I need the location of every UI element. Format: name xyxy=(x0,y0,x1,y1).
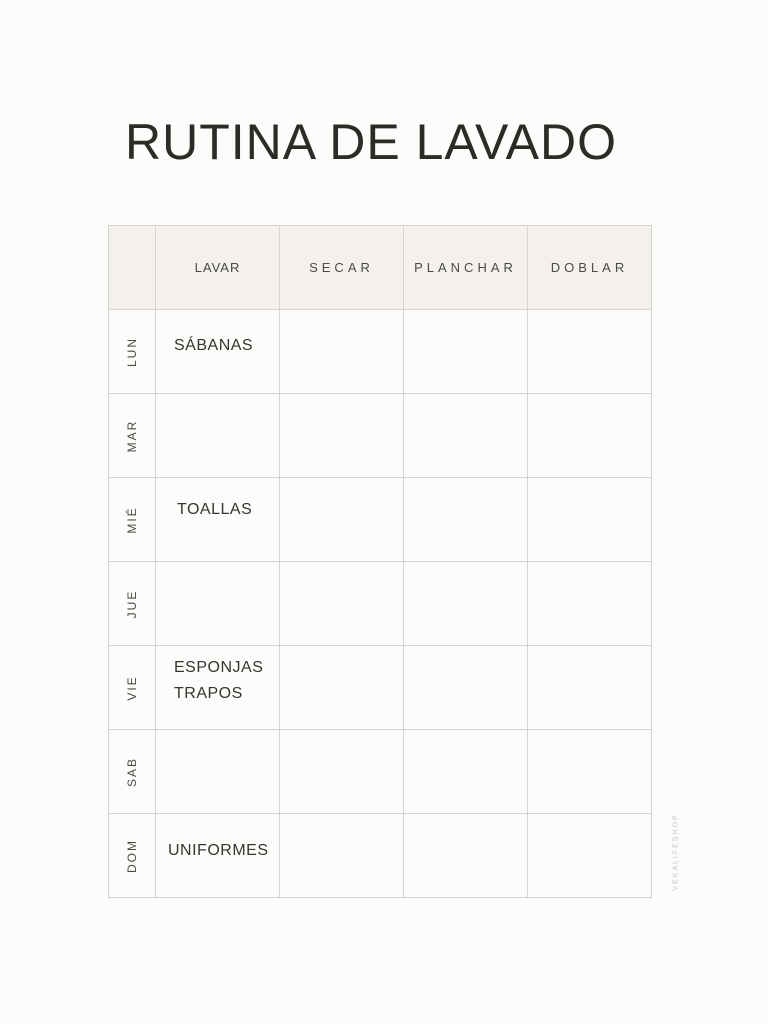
day-label-mar: MAR xyxy=(125,419,139,452)
day-cell xyxy=(109,478,156,562)
corner-cell xyxy=(109,226,156,310)
planchar-cell[interactable] xyxy=(404,730,528,814)
day-cell xyxy=(109,730,156,814)
day-label-vie: VIE xyxy=(125,674,139,701)
day-cell xyxy=(109,310,156,394)
doblar-cell[interactable] xyxy=(528,478,652,562)
doblar-cell[interactable] xyxy=(528,562,652,646)
day-label-mie: MIÉ xyxy=(125,505,139,534)
lavar-cell[interactable] xyxy=(156,394,280,478)
task-item: UNIFORMES xyxy=(168,841,269,859)
day-cell xyxy=(109,562,156,646)
secar-cell[interactable] xyxy=(280,478,404,562)
planchar-cell[interactable] xyxy=(404,646,528,730)
day-label-jue: JUE xyxy=(125,589,139,618)
column-header-doblar: DOBLAR xyxy=(528,226,652,310)
task-item: TRAPOS xyxy=(174,684,243,702)
task-item: TOALLAS xyxy=(177,500,253,518)
day-cell xyxy=(109,814,156,898)
planchar-cell[interactable] xyxy=(404,814,528,898)
day-label-lun: LUN xyxy=(125,336,139,367)
doblar-cell[interactable] xyxy=(528,730,652,814)
table-row xyxy=(109,562,652,646)
table-row xyxy=(109,730,652,814)
page-title: RUTINA DE LAVADO xyxy=(124,114,618,170)
day-label-dom: DOM xyxy=(125,838,139,873)
secar-cell[interactable] xyxy=(280,310,404,394)
column-header-planchar: PLANCHAR xyxy=(404,226,528,310)
secar-cell[interactable] xyxy=(280,562,404,646)
table-row xyxy=(109,394,652,478)
lavar-cell[interactable] xyxy=(156,562,280,646)
task-item: ESPONJAS xyxy=(174,658,264,676)
lavar-cell[interactable] xyxy=(156,814,280,898)
day-cell xyxy=(109,646,156,730)
secar-cell[interactable] xyxy=(280,394,404,478)
secar-cell[interactable] xyxy=(280,646,404,730)
doblar-cell[interactable] xyxy=(528,394,652,478)
table-row xyxy=(109,646,652,730)
lavar-cell[interactable] xyxy=(156,646,280,730)
table-row xyxy=(109,814,652,898)
day-label-sab: SAB xyxy=(125,756,139,787)
table-row xyxy=(109,310,652,394)
planchar-cell[interactable] xyxy=(404,562,528,646)
secar-cell[interactable] xyxy=(280,730,404,814)
header-row xyxy=(109,226,652,310)
lavar-cell[interactable] xyxy=(156,310,280,394)
doblar-cell[interactable] xyxy=(528,646,652,730)
planchar-cell[interactable] xyxy=(404,478,528,562)
planchar-cell[interactable] xyxy=(404,394,528,478)
column-header-secar: SECAR xyxy=(280,226,404,310)
lavar-cell[interactable] xyxy=(156,478,280,562)
column-header-lavar: LAVAR xyxy=(156,226,280,310)
day-cell xyxy=(109,394,156,478)
task-item: SÁBANAS xyxy=(174,336,254,354)
secar-cell[interactable] xyxy=(280,814,404,898)
brand-watermark: VEKALIFESHOP xyxy=(672,813,680,891)
doblar-cell[interactable] xyxy=(528,814,652,898)
lavar-cell[interactable] xyxy=(156,730,280,814)
table-row xyxy=(109,478,652,562)
doblar-cell[interactable] xyxy=(528,310,652,394)
laundry-schedule-table xyxy=(108,225,652,898)
planchar-cell[interactable] xyxy=(404,310,528,394)
